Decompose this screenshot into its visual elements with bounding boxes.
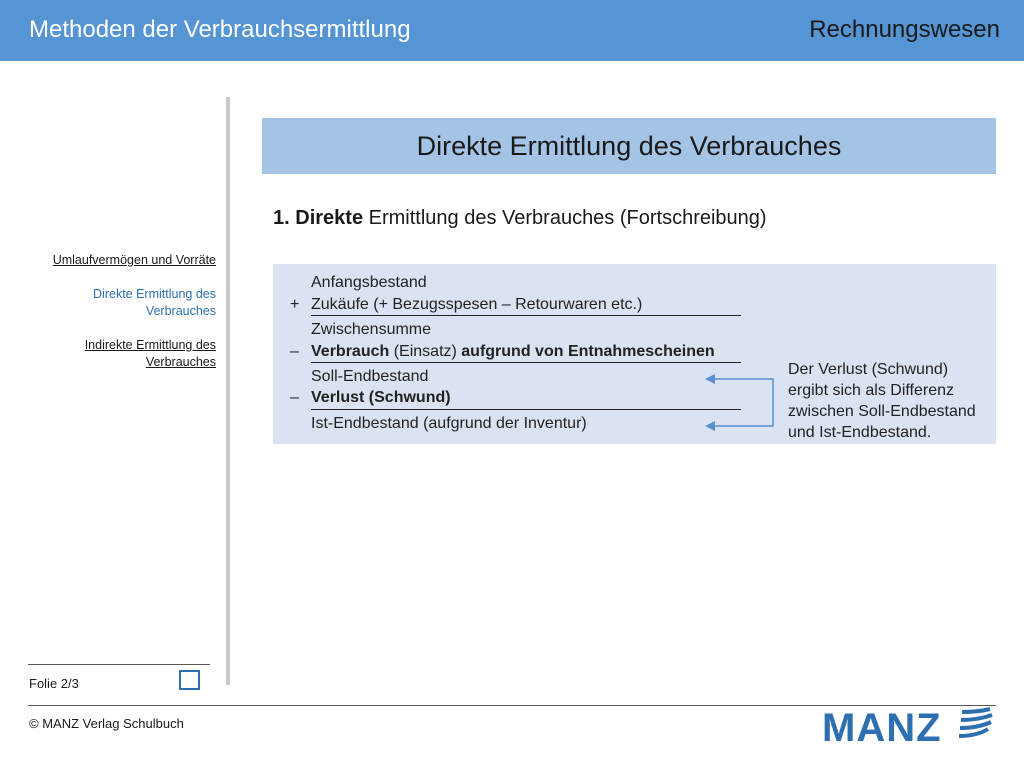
- svg-text:MANZ: MANZ: [822, 706, 942, 746]
- plus-operator: +: [290, 296, 300, 313]
- bracket-line: [765, 379, 773, 426]
- point-number: 1.: [273, 207, 290, 229]
- logo-waves-icon: [959, 709, 992, 736]
- navigation-button[interactable]: [179, 670, 200, 690]
- minus-operator: –: [290, 389, 299, 406]
- point-rest: Ermittlung des Verbrauches (Fortschreibung): [368, 207, 767, 229]
- nav-link-umlaufvermoegen[interactable]: Umlaufvermögen und Vorräte: [52, 253, 216, 267]
- header-bar: [0, 0, 1024, 61]
- subject-label: Rechnungswesen: [809, 16, 1000, 43]
- einsatz-text: (Einsatz): [389, 343, 462, 360]
- entnahme-bold: aufgrund von Entnahmescheinen: [461, 343, 715, 360]
- row-verlust: Verlust (Schwund): [311, 389, 451, 406]
- nav-link-indirekte-ermittlung[interactable]: Indirekte Ermittlung des Verbrauches: [84, 338, 216, 369]
- point-bold: Direkte: [295, 207, 364, 229]
- minus-operator: –: [290, 343, 299, 360]
- sidebar-nav: [40, 252, 216, 388]
- calculation-scheme: [273, 264, 996, 444]
- footer-separator: [28, 664, 210, 665]
- slide-number: Folie 2/3: [29, 676, 79, 691]
- section-heading: [273, 207, 767, 230]
- row-zukaeufe: Zukäufe (+ Bezugsspesen – Retourwaren etc.): [311, 296, 643, 313]
- row-ist-endbestand: Ist-Endbestand (aufgrund der Inventur): [311, 415, 587, 432]
- sidebar-divider: [226, 97, 230, 685]
- slide-title: Direkte Ermittlung des Verbrauches: [262, 118, 996, 174]
- verbrauch-bold: Verbrauch: [311, 343, 390, 360]
- arrow-head-bottom: [705, 421, 715, 431]
- arrow-head-top: [705, 374, 715, 384]
- explanation-note: Der Verlust (Schwund) ergibt sich als Differenz zwischen Soll-Endbestand und Ist-Endbestand.: [788, 361, 976, 441]
- row-anfangsbestand: Anfangsbestand: [311, 274, 427, 291]
- nav-link-direkte-ermittlung[interactable]: Direkte Ermittlung des Verbrauches: [93, 287, 216, 318]
- row-zwischensumme: Zwischensumme: [311, 321, 432, 338]
- row-soll-endbestand: Soll-Endbestand: [311, 368, 429, 385]
- presentation-title: Methoden der Verbrauchsermittlung: [29, 16, 411, 43]
- manz-logo: [822, 706, 998, 746]
- copyright-text: © MANZ Verlag Schulbuch: [29, 716, 184, 731]
